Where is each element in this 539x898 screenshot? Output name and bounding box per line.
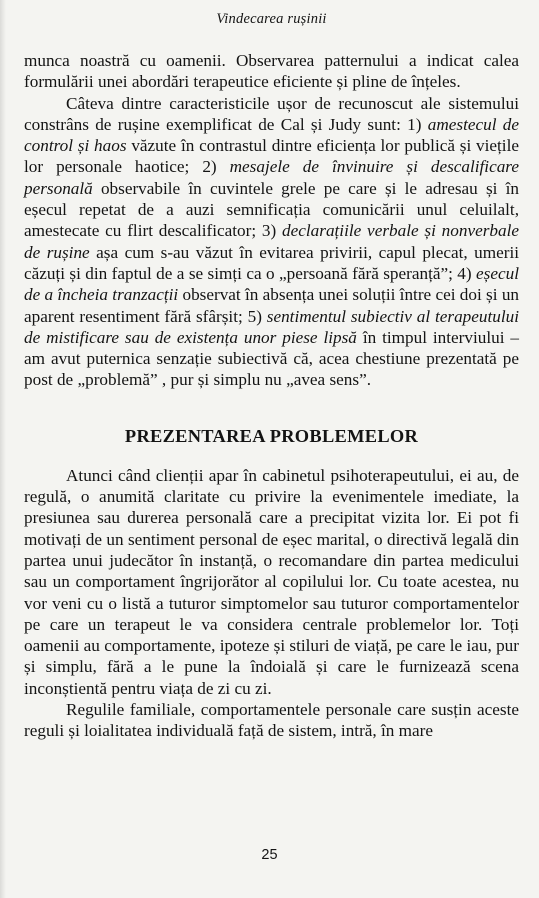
text-run: observat în absența unei soluții între cei doi și un aparent resentiment fără sfârșit; 5) [24, 285, 520, 326]
italic-run: mesajele de învinuire și descalificare personală [24, 157, 519, 198]
paragraph-family-rules: Regulile familiale, comportamentele personale care susțin aceste reguli și loialitatea individuală față de sistem, intră, în mare [24, 700, 519, 741]
running-head: Vindecarea rușinii [216, 11, 327, 27]
scan-edge-shadow [0, 0, 6, 898]
italic-run: eșecul de a încheia tranzacții [24, 263, 519, 305]
text-run: Câteva dintre caracteristicile ușor de recunoscut ale sistemului constrâns de rușine exemplificat de Cal și Judy sunt: 1) [24, 93, 519, 134]
italic-run: sentimentul subiectiv al terapeutului de mistificare sau de existența unor piese lipsă [24, 306, 519, 347]
text-run: așa cum s-au văzut în evitarea privirii, capul plecat, umerii căzuți și din faptul de a se simți ca o „persoană fără speranță”; 4) [24, 242, 519, 283]
paragraph-characteristics [24, 93, 519, 391]
italic-run: declarațiile verbale și nonverbale de rușine [24, 221, 519, 262]
text-run: văzute în contrastul dintre eficiența lor publică și viețile lor personale haotice; 2) [24, 136, 519, 177]
text-run: în timpul interviului – am avut puternica senzație subiectivă că, acea chestiune prezentată pe post de „problemă” , pur și simplu nu „avea sens”. [24, 327, 520, 390]
paragraph-problems: Atunci când clienții apar în cabinetul psihoterapeutului, ei au, de regulă, o anumită claritate cu privire la evenimentele imediate, la presiunea sau durerea personală care a precipitat vizita lor. Ei pot fi motivați de un sentiment personal de eșec marital, o directivă legală din partea unui judecător în instanță, o recomandare din partea medicului sau un comportament îngrijorător al copilului lor. Cu toate acestea, nu vor veni cu o listă a tuturor simptomelor sau tuturor comportamentelor pe care un terapeut le va considera centrale problemelor lor. Toți oamenii au comportamente, ipoteze și stiluri de viață, pe care le iau, pur și simplu, fără a le pune la îndoială și care le furnizează scena inconștientă pentru viața de zi cu zi. [24, 465, 519, 698]
text-run: observabile în cuvintele grele pe care și le adresau și în eșecul repetat de a auzi semnificația comunicării unul celuilalt, amestecate cu flirt descalificator; 3) [24, 178, 519, 241]
italic-run: amestecul de control și haos [24, 114, 519, 156]
page-number: 25 [261, 847, 278, 863]
section-heading: PREZENTAREA PROBLEMELOR [124, 425, 419, 446]
paragraph-continued: munca noastră cu oamenii. Observarea patternului a indicat calea formulării unei abordări terapeutice eficiente și pline de înțeles. [24, 51, 519, 92]
